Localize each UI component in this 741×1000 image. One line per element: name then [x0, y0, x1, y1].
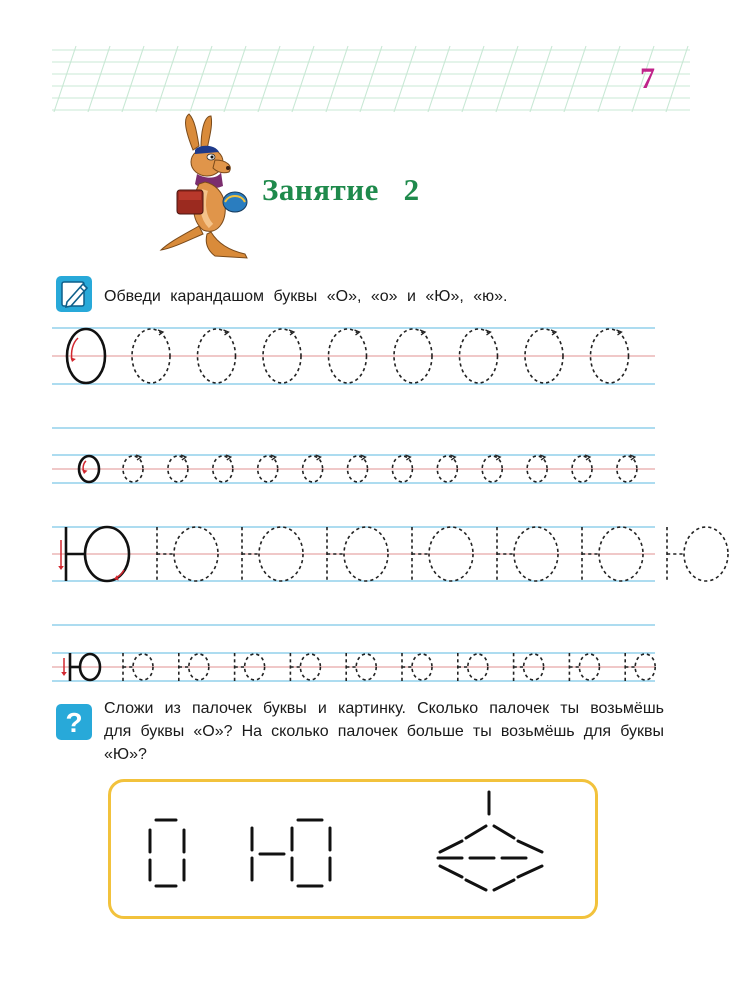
- stroke-direction-arrow: [70, 357, 75, 362]
- lesson-title: Занятие 2: [262, 172, 420, 207]
- question-task-badge: [56, 704, 92, 740]
- matchstick-figures: [0, 780, 741, 980]
- stick-letter-o: [150, 820, 184, 886]
- red-stroke-arrow: [72, 338, 78, 360]
- stick-letter-yu: [252, 820, 330, 886]
- page-number: 7: [640, 62, 655, 95]
- sticks-task-text: Сложи из палочек буквы и картинку. Сколько палочек ты возьмёшь для буквы «О»? На сколько палочек больше ты возьмёшь для буквы «Ю»?: [104, 700, 664, 763]
- question-icon: ?: [65, 707, 83, 738]
- dashed-letter-capital-yu-oval: [684, 527, 728, 581]
- trace-task-text: Обведи карандашом буквы «О», «о» и «Ю», «ю».: [104, 288, 508, 305]
- stroke-direction-arrow: [58, 566, 64, 570]
- stroke-direction-arrow: [61, 672, 67, 676]
- stroke-direction-arrow: [82, 470, 87, 474]
- stick-picture-spinning-top: [438, 792, 542, 890]
